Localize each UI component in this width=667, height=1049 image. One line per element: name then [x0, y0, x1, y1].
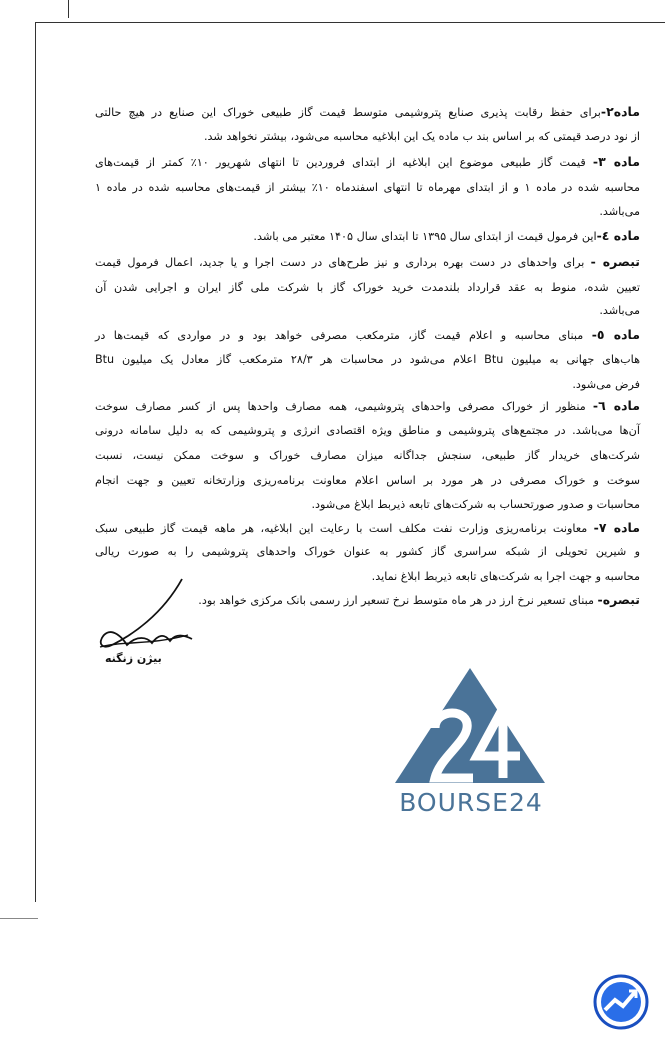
bourse24-logo — [395, 668, 545, 788]
chart-trend-badge-icon — [593, 974, 649, 1030]
line-text: محاسبه و جهت اجرا به شرکت‌های تابعه ذیربط ابلاغ نماید. — [371, 570, 640, 583]
document-line — [95, 254, 640, 271]
article-label: تبصره- — [597, 592, 640, 607]
document-line — [95, 129, 640, 145]
document-line — [95, 398, 640, 415]
line-text: تعیین شده، منوط به عقد قرارداد بلندمدت خرید خوراک گاز با شرکت ملی گاز ایران و اجرایی شدن آن — [95, 281, 640, 294]
document-line — [95, 497, 640, 513]
line-text: مبنای محاسبه و اعلام قیمت گاز، مترمکعب مصرفی خواهد بود و در مواردی که قیمت‌ها در — [95, 329, 592, 342]
article-label: ماده ۷- — [593, 520, 640, 535]
document-line — [95, 180, 640, 196]
signatory-name: بیژن زنگنه — [105, 652, 162, 665]
line-text: برای حفظ رقابت پذیری صنایع پتروشیمی متوسط قیمت گاز طبیعی خوراک این صنایع در هیچ حالتی — [95, 106, 601, 119]
page-border-left — [35, 22, 36, 902]
line-text: آن‌ها می‌باشد. در مجتمع‌های پتروشیمی و مناطق ویژه اقتصادی انرژی و پتروشیمی که به دلیل سامانه درونی — [95, 424, 640, 437]
line-text: معاونت برنامه‌ریزی وزارت نفت مکلف است با رعایت این ابلاغیه، هر ماهه قیمت گاز طبیعی سبک — [95, 522, 594, 535]
page-border-top — [35, 22, 665, 23]
document-line — [95, 154, 640, 171]
document-line — [95, 423, 640, 439]
line-text: مبنای تسعیر نرخ ارز در هر ماه متوسط نرخ تسعیر ارز رسمی بانک مرکزی خواهد بود. — [198, 594, 598, 607]
line-text: هاب‌های جهانی به میلیون Btu اعلام می‌شود در محاسبات هر ۲۸/۳ مترمکعب گاز معادل یک میلیون Btu — [95, 353, 640, 366]
line-text: محاسبه شده در ماده ۱ و از ابتدای مهرماه تا انتهای اسفندماه ۱۰٪ بیشتر از قیمت‌های محاسبه شده در ماده ۱ — [95, 181, 640, 194]
document-line — [95, 228, 640, 245]
article-label: ماده۲- — [600, 104, 640, 119]
article-label: ماده ۳- — [592, 154, 640, 169]
document-line — [95, 280, 640, 296]
line-text: فرض می‌شود. — [572, 378, 640, 391]
line-text: شرکت‌های خریدار گاز طبیعی، سنجش جداگانه میزان مصارف خوراک و سوخت ممکن نیست، نسبت — [95, 449, 640, 462]
line-text: از نود درصد قیمتی که بر اساس بند ب ماده یک این ابلاغیه محاسبه می‌شود، بیشتر نخواهد شد. — [203, 130, 640, 143]
document-line — [95, 473, 640, 489]
article-label: ماده ٦- — [592, 398, 640, 413]
line-text: محاسبات و صدور صورتحساب به شرکت‌های تابعه ذیربط ابلاغ می‌شود. — [311, 498, 640, 511]
line-text: می‌باشد. — [599, 304, 640, 317]
article-label: ماده ٤- — [596, 228, 640, 243]
article-label: تبصره - — [590, 254, 640, 269]
line-text: این فرمول قیمت از ابتدای سال ۱۳۹۵ تا ابتدای سال ۱۴۰۵ معتبر می باشد. — [253, 230, 597, 243]
document-line — [95, 544, 640, 560]
document-line — [95, 303, 640, 319]
document-line — [95, 327, 640, 344]
document-line — [95, 448, 640, 464]
document-line — [95, 520, 640, 537]
scan-edge-mark — [68, 0, 69, 18]
line-text: می‌باشد. — [599, 205, 640, 218]
line-text: سوخت و خوراک مصرفی در هر مورد بر اساس اعلام معاونت برنامه‌ریزی وزارتخانه تعیین و جهت انجام — [95, 474, 640, 487]
document-line — [95, 377, 640, 393]
line-text: منظور از خوراک مصرفی واحدهای پتروشیمی، همه مصارف واحدها پس از کسر مصارف سوخت — [95, 400, 593, 413]
bourse24-brand-text: BOURSE24 — [399, 788, 543, 817]
scan-edge-mark — [0, 918, 38, 919]
line-text: قیمت گاز طبیعی موضوع این ابلاغیه از ابتدای فروردین تا انتهای شهریور ۱۰٪ کمتر از قیمت‌های — [95, 156, 593, 169]
line-text: و شیرین تحویلی از شبکه سراسری گاز کشور به عنوان خوراک واحدهای پتروشیمی را به صورت ریالی — [95, 545, 640, 558]
document-line — [95, 104, 640, 121]
document-line — [95, 204, 640, 220]
line-text: برای واحدهای در دست بهره برداری و نیز طرح‌های در دست اجرا و یا جدید، اعمال فرمول قیمت — [95, 256, 591, 269]
article-label: ماده ٥- — [591, 327, 640, 342]
document-line — [95, 352, 640, 368]
